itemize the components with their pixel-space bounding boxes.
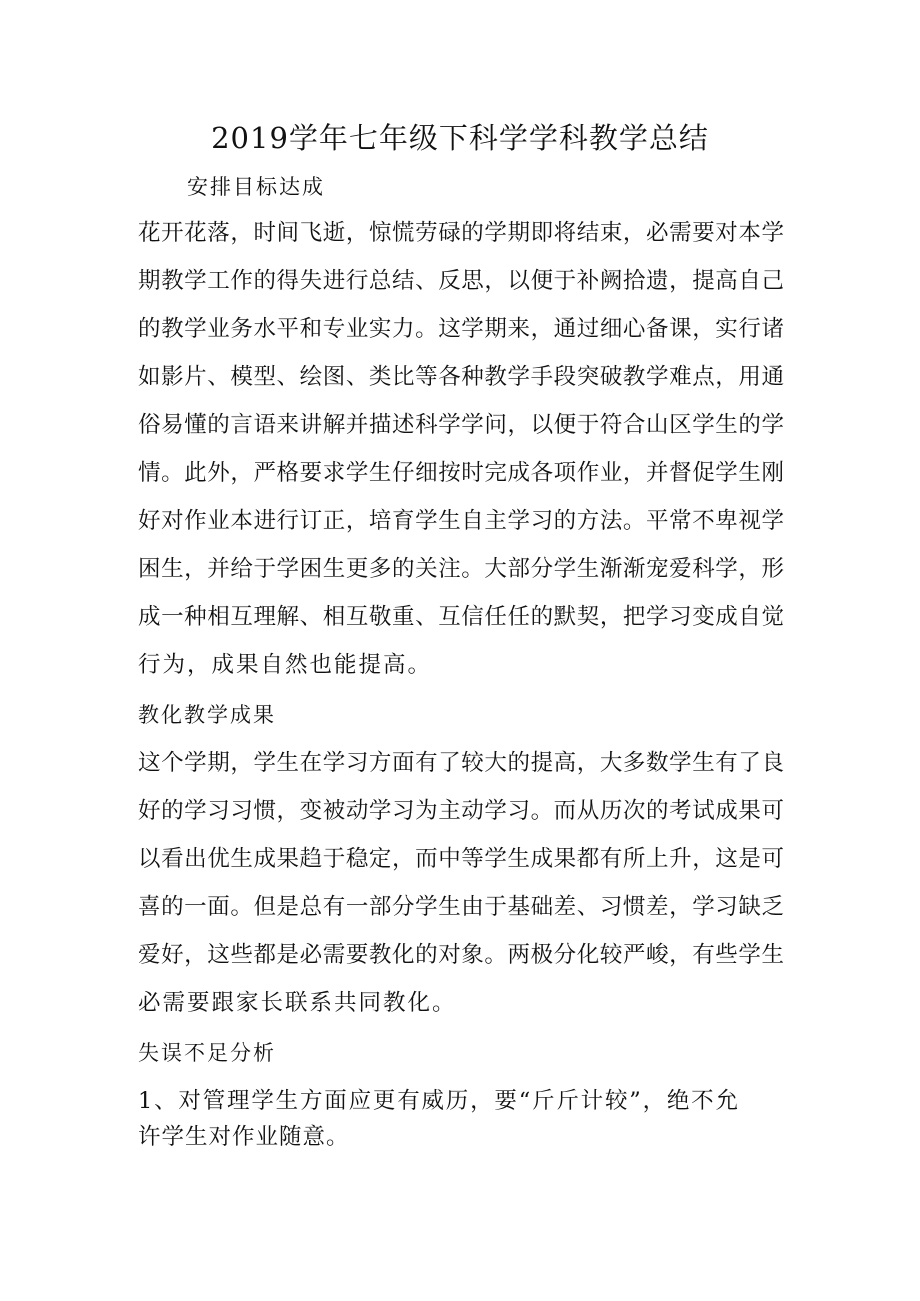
paragraph-line: 以看出优生成果趋于稳定，而中等学生成果都有所上升，这是可	[138, 846, 784, 872]
paragraph-line: 好的学习习惯，变被动学习为主动学习。而从历次的考试成果可	[138, 798, 784, 824]
paragraph-line: 情。此外，严格要求学生仔细按时完成各项作业，并督促学生刚	[138, 460, 784, 486]
paragraph-line: 成一种相互理解、相互敬重、互信任任的默契，把学习变成自觉	[138, 604, 784, 630]
paragraph-line: 的教学业务水平和专业实力。这学期来，通过细心备课，实行诸	[138, 316, 784, 342]
paragraph-line: 困生，并给于学困生更多的关注。大部分学生渐渐宠爱科学，形	[138, 556, 784, 582]
section-heading-results: 教化教学成果	[138, 703, 276, 727]
page-title: 2019学年七年级下科学学科教学总结	[211, 121, 709, 155]
paragraph-line: 必需要跟家长联系共同教化。	[138, 990, 457, 1016]
paragraph-line: 如影片、模型、绘图、类比等各种教学手段突破教学难点，用通	[138, 364, 784, 390]
section-heading-shortcomings: 失误不足分析	[138, 1041, 276, 1065]
section-heading-plan: 安排目标达成	[187, 175, 325, 199]
paragraph-line: 喜的一面。但是总有一部分学生由于基础差、习惯差，学习缺乏	[138, 894, 784, 920]
list-item-line: 1、对管理学生方面应更有威历，要“斤斤计较”，绝不允	[138, 1088, 738, 1114]
paragraph-line: 这个学期，学生在学习方面有了较大的提高，大多数学生有了良	[138, 750, 784, 776]
paragraph-line: 期教学工作的得失进行总结、反思，以便于补阙拾遗，提高自己	[138, 268, 784, 294]
paragraph-line: 花开花落，时间飞逝，惊慌劳碌的学期即将结束，必需要对本学	[138, 220, 784, 246]
paragraph-line: 行为，成果自然也能提高。	[138, 652, 433, 678]
paragraph-line: 俗易懂的言语来讲解并描述科学学问，以便于符合山区学生的学	[138, 412, 784, 438]
list-item-line: 许学生对作业随意。	[138, 1124, 350, 1150]
paragraph-line: 爱好，这些都是必需要教化的对象。两极分化较严峻，有些学生	[138, 942, 784, 968]
paragraph-line: 好对作业本进行订正，培育学生自主学习的方法。平常不卑视学	[138, 508, 784, 534]
